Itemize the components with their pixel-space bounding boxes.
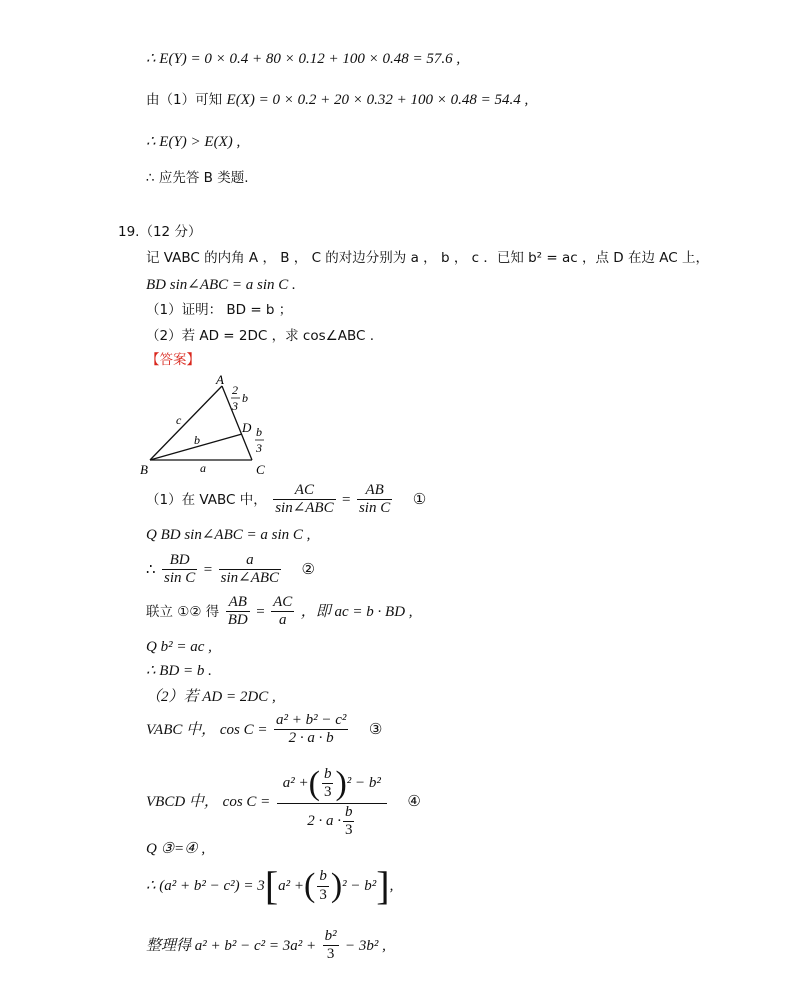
solution-step-8: VABC 中， cos C = $\frac{\text{a² + b² − c²}}{2 \cdot a \cdot b}$ ③ xyxy=(146,712,383,747)
side-c-label: c xyxy=(176,413,182,427)
step3-tag: ② xyxy=(301,559,315,578)
ad-var: b xyxy=(242,391,248,405)
step3-frac-left: $\frac{BD}{\text{sin C}}$ xyxy=(164,552,196,587)
step1-frac-left: $\frac{AC}{\text{sin∠ABC}}$ xyxy=(275,482,334,517)
step1-prefix: （1）在 VABC 中， xyxy=(146,491,267,508)
step3-frac-right: $\frac{a}{\text{sin∠ABC}}$ xyxy=(220,552,280,587)
ad-num: 2 xyxy=(232,383,238,397)
step8-frac: $\frac{\text{a² + b² − c²}}{2 \cdot a \cdot b}$ xyxy=(275,712,347,747)
expectation-x-prefix: 由（1）可知 xyxy=(146,92,223,108)
dc-fraction-label xyxy=(255,425,264,455)
triangle-edges xyxy=(150,386,252,460)
dc-den: 3 xyxy=(256,441,262,455)
step9-tag: ④ xyxy=(407,791,421,810)
vertex-d-label: D xyxy=(242,420,252,435)
problem-statement-1: 记 VABC 的内角 A ， B ， C 的对边分别为 a ， b ， c ．已知 b² = ac ，点 D 在边 AC 上， xyxy=(146,250,709,266)
ad-den: 3 xyxy=(232,399,238,413)
solution-step-11: ∴ (a² + b² − c²) = 3[a² +( $\frac{b}{3}$ )² − b²], xyxy=(146,863,394,908)
dc-num: b xyxy=(256,425,262,439)
conclusion-line: ∴ 应先答 B 类题. xyxy=(146,170,249,186)
step1-tag: ① xyxy=(412,489,427,508)
answer-label: 【答案】 xyxy=(146,352,200,368)
solution-step-9: VBCD 中， cos C = a² +( $\frac{b}{3}$ )² − b² 2 · a · $\frac{b}{3}$ ④ xyxy=(146,765,421,839)
solution-step-12: 整理得 a² + b² − c² = 3a² + $\frac{\text{b²}}{3}$ − 3b² , xyxy=(146,928,386,963)
solution-step-7: （2）若 AD = 2DC , xyxy=(146,689,276,705)
expectation-x-math: E(X) = 0 × 0.2 + 20 × 0.32 + 100 × 0.48 = 54.4 , xyxy=(226,92,529,108)
solution-step-1: （1）在 VABC 中， $\frac{AC}{\text{sin∠ABC}}$ = $\frac{AB}{\text{sin C}}$ ① xyxy=(146,482,427,517)
step1-frac-right: $\frac{AB}{\text{sin C}}$ xyxy=(358,482,391,517)
solution-step-6: ∴ BD = b . xyxy=(146,663,212,679)
solution-step-10: Q ③=④ , xyxy=(146,841,206,857)
expectation-y-line: ∴ E(Y) = 0 × 0.4 + 80 × 0.12 + 100 × 0.48 = 57.6 , xyxy=(146,51,461,67)
solution-step-4: 联立 ①② 得 $\frac{AB}{BD}$ = $\frac{AC}{a}$ ，即 ac = b · BD , xyxy=(146,594,413,629)
problem-number: 19.（12 分） xyxy=(118,224,202,240)
solution-step-2: Q BD sin∠ABC = a sin C , xyxy=(146,527,311,543)
solution-step-5: Q b² = ac , xyxy=(146,639,212,655)
side-a-label: a xyxy=(200,461,206,475)
step12-frac: $\frac{\text{b²}}{3}$ xyxy=(324,928,337,963)
problem-statement-2: BD sin∠ABC = a sin C . xyxy=(146,277,296,293)
expectation-x-line xyxy=(146,93,528,108)
vertex-a-label: A xyxy=(216,372,224,387)
comparison-line: ∴ E(Y) > E(X) , xyxy=(146,134,241,150)
problem-part-2: （2）若 AD = 2DC ，求 cos∠ABC . xyxy=(146,328,374,344)
step4-frac-left: $\frac{AB}{BD}$ xyxy=(227,594,248,629)
problem-part-1: （1）证明： BD = b ； xyxy=(146,302,293,318)
ad-fraction-label xyxy=(231,383,248,413)
step8-tag: ③ xyxy=(368,719,383,738)
solution-step-3: ∴ $\frac{BD}{\text{sin C}}$ = $\frac{a}{\text{sin∠ABC}}$ ② xyxy=(146,552,315,587)
edge-ab xyxy=(150,386,222,460)
step4-frac-right: $\frac{AC}{a}$ xyxy=(273,594,293,629)
side-b-label: b xyxy=(194,433,200,447)
vertex-c-label: C xyxy=(256,462,265,477)
triangle-figure xyxy=(130,372,290,482)
step9-frac: a² +( $\frac{b}{3}$ )² − b² 2 · a · $\frac{b}{3}$ xyxy=(277,764,387,840)
vertex-b-label: B xyxy=(140,462,148,477)
